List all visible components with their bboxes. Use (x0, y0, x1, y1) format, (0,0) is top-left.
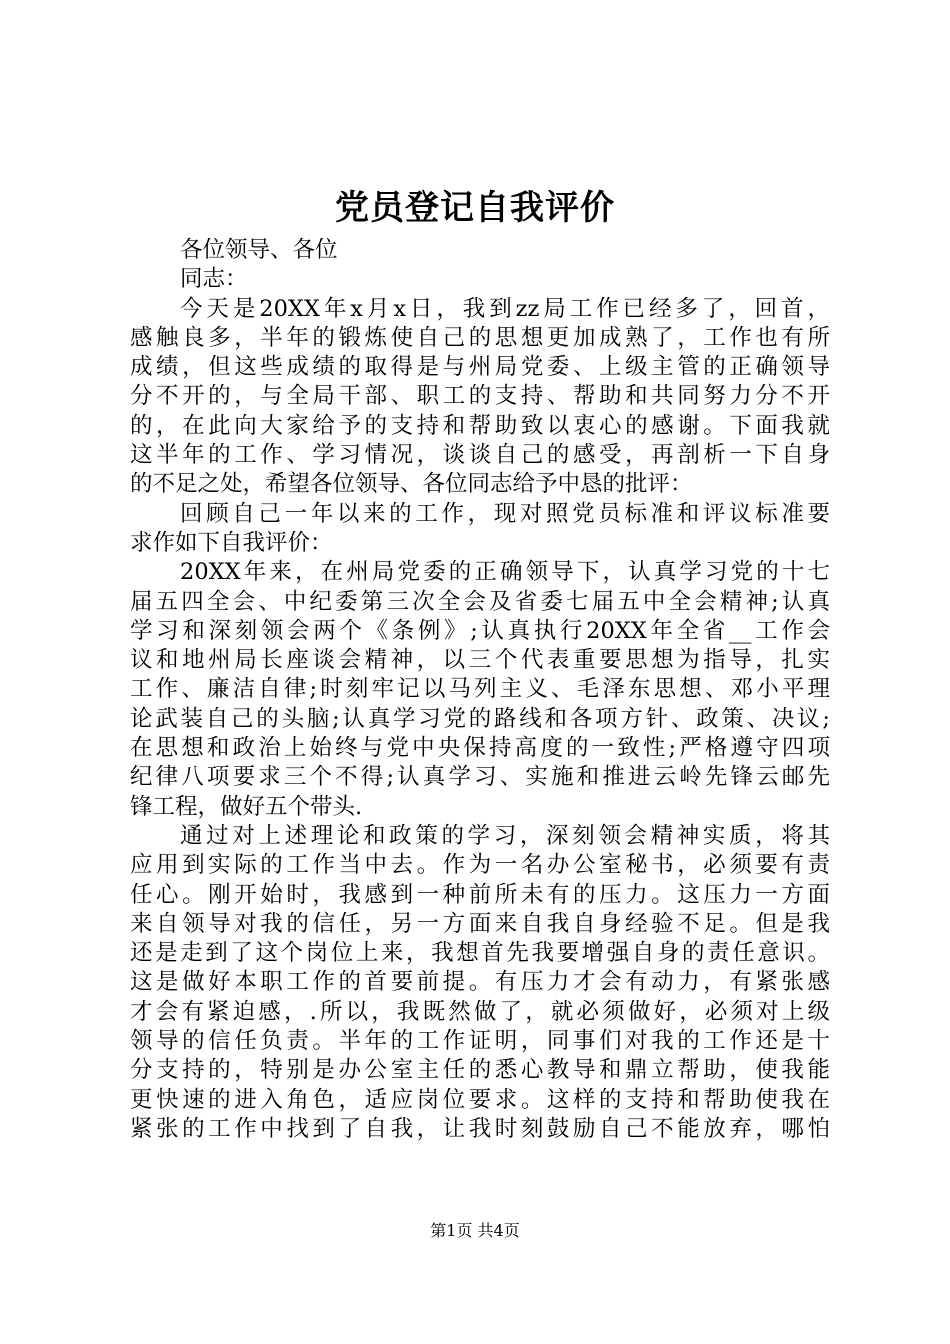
text-line: 的，在此向大家给予的支持和帮助致以衷心的感谢。下面我就 (130, 412, 830, 439)
text-line: 分不开的，与全局干部、职工的支持、帮助和共同努力分不开 (130, 383, 830, 410)
text-line: 求作如下自我评价： (130, 529, 333, 556)
text-line: 这是做好本职工作的首要前提。有压力才会有动力，有紧张感 (130, 969, 830, 996)
text-line: 20XX年来，在州局党委的正确领导下，认真学习党的十七 (180, 559, 830, 586)
document-title: 党员登记自我评价 (335, 188, 615, 228)
text-line: 同志： (180, 266, 248, 293)
text-line: 这半年的工作、学习情况，谈谈自己的感受，再剖析一下自身 (130, 442, 830, 469)
text-line: 论武装自己的头脑;认真学习党的路线和各项方针、政策、决议; (130, 705, 830, 732)
page-footer: 第1页 共4页 (430, 1221, 520, 1240)
text-line: 才会有紧迫感，.所以，我既然做了，就必须做好，必须对上级 (130, 998, 830, 1025)
text-line: 议和地州局长座谈会精神，以三个代表重要思想为指导，扎实 (130, 647, 830, 674)
text-line: 分支持的，特别是办公室主任的悉心教导和鼎立帮助，使我能 (130, 1057, 830, 1084)
text-line: 工作、廉洁自律;时刻牢记以马列主义、毛泽东思想、邓小平理 (130, 676, 830, 703)
text-line: 更快速的进入角色，适应岗位要求。这样的支持和帮助使我在 (130, 1086, 830, 1113)
text-line: 任心。刚开始时，我感到一种前所未有的压力。这压力一方面 (130, 881, 830, 908)
text-line: 回顾自己一年以来的工作，现对照党员标准和评议标准要 (180, 500, 830, 527)
text-line: 成绩，但这些成绩的取得是与州局党委、上级主管的正确领导 (130, 354, 830, 381)
text-line: 学习和深刻领会两个《条例》;认真执行20XX年全省__工作会 (130, 617, 830, 644)
text-line: 紧张的工作中找到了自我，让我时刻鼓励自己不能放弃，哪怕 (130, 1115, 830, 1142)
text-line: 还是走到了这个岗位上来，我想首先我要增强自身的责任意识。 (130, 940, 830, 967)
text-line: 各位领导、各位 (180, 237, 338, 263)
text-line: 的不足之处，希望各位领导、各位同志给予中恳的批评： (130, 471, 693, 498)
text-line: 通过对上述理论和政策的学习，深刻领会精神实质，将其 (180, 822, 830, 849)
text-line: 在思想和政治上始终与党中央保持高度的一致性;严格遵守四项 (130, 735, 830, 762)
text-line: 感触良多，半年的锻炼使自己的思想更加成熟了，工作也有所 (130, 324, 830, 351)
text-line: 来自领导对我的信任，另一方面来自我自身经验不足。但是我 (130, 910, 830, 937)
text-line: 锋工程，做好五个带头. (130, 793, 363, 820)
text-line: 今天是20XX年x月x日，我到zz局工作已经多了，回首， (180, 295, 830, 322)
text-line: 应用到实际的工作当中去。作为一名办公室秘书，必须要有责 (130, 852, 830, 879)
text-line: 领导的信任负责。半年的工作证明，同事们对我的工作还是十 (130, 1028, 830, 1055)
text-line: 届五四全会、中纪委第三次全会及省委七届五中全会精神;认真 (130, 588, 830, 615)
document-body (130, 236, 830, 1144)
text-line: 纪律八项要求三个不得;认真学习、实施和推进云岭先锋云邮先 (130, 764, 830, 791)
